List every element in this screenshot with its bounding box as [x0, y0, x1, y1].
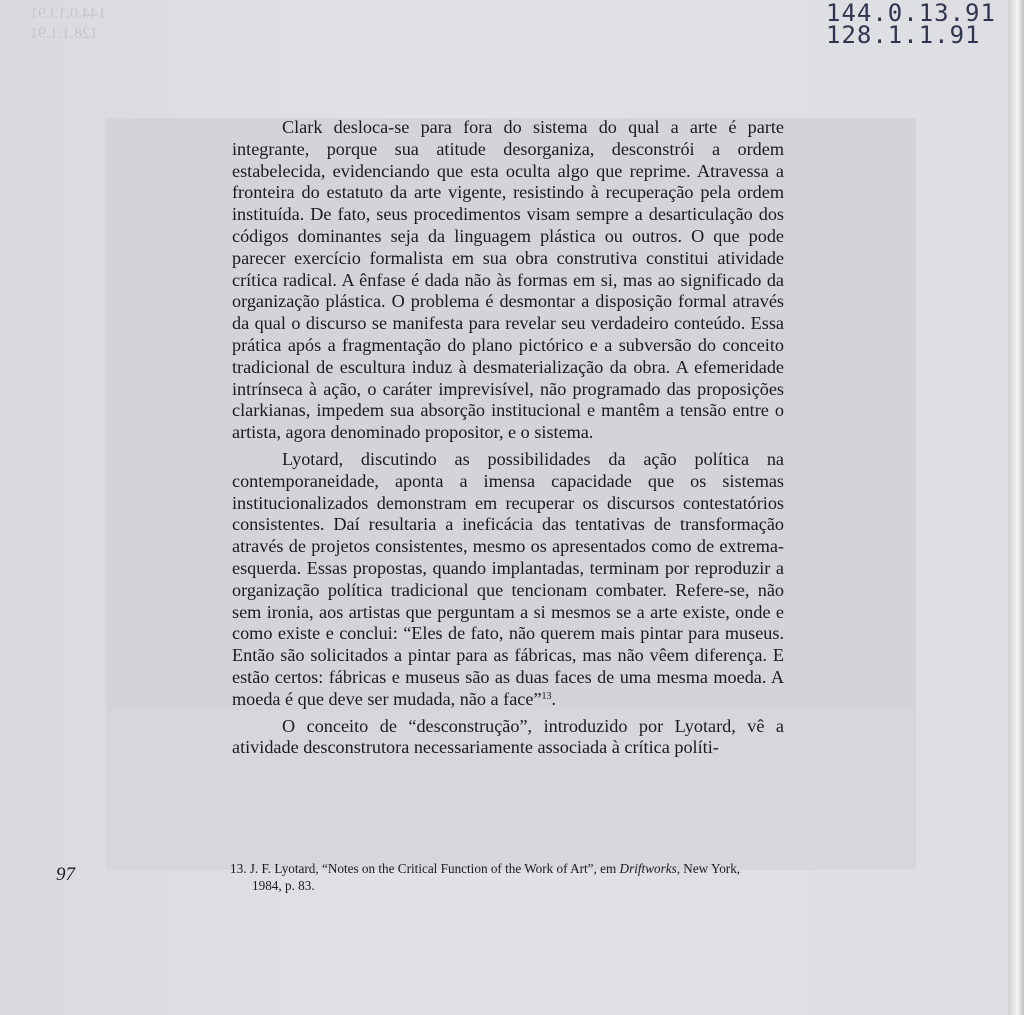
body-text — [232, 117, 784, 759]
handwritten-catalog-number — [826, 0, 996, 49]
paragraph-desconstrucao: O conceito de “desconstrução”, introduzido por Lyotard, vê a atividade desconstrutora necessariamente associada à crítica políti- — [232, 715, 784, 758]
paragraph-clark: Clark desloca-se para fora do sistema do qual a arte é parte integrante, porque sua atitude desorganiza, desconstrói a ordem estabelecida, evidenciando que esta oculta algo que reprime. Atravessa a fronteira do estatuto da arte vigente, resistindo à recuperação pela ordem instituída. De fato, seus procedimentos visam sempre a desarticulação dos códigos dominantes seja da linguagem plástica ou outros. O que pode parecer exercício formalista em sua obra construtiva constitui atividade crítica radical. A ênfase é dada não às formas em si, mas ao significado da organização plástica. O problema é desmontar a disposição formal através da qual o discurso se manifesta para revelar seu verdadeiro conteúdo. Essa prática após a fragmentação do plano pictórico e a subversão do conceito tradicional de escultura induz à desmaterialização da obra. A efemeridade intrínseca à ação, o caráter imprevisível, não programado das proposições clarkianas, impedem sua absorção institucional e mantêm a tensão entre o artista, agora denominado propositor, e o sistema. — [232, 117, 784, 443]
footnote-line-1: 13. J. F. Lyotard, “Notes on the Critical Function of the Work of Art”, em Driftworks, New York, — [230, 861, 741, 876]
footnote-reference: 13 — [541, 690, 552, 702]
page-number: 97 — [56, 864, 75, 885]
footnote — [230, 860, 782, 894]
footnote-citation-title: Driftworks — [619, 861, 677, 876]
catalog-number-line-1: 144.0.13.91 — [826, 0, 996, 27]
catalog-number-line-2: 128.1.1.91 — [826, 21, 981, 49]
footnote-line-2: 1984, p. 83. — [252, 878, 315, 893]
show-through-annotation: 144.0.13.91 128.1.1.91 — [30, 5, 106, 42]
paragraph-lyotard: Lyotard, discutindo as possibilidades da ação política na contemporaneidade, aponta a imensa capacidade que os sistemas institucionalizados demonstram em recuperar os discursos contestatórios consistentes. Daí resultaria a ineficácia das tentativas de transformação através de projetos consistentes, mesmo os apresentados como de extrema-esquerda. Essas propostas, quando implantadas, terminam por reproduzir a organização política tradicional que tencionam combater. Refere-se, não sem ironia, aos artistas que perguntam a si mesmos se a arte existe, onde e como existe e conclui: “Eles de fato, não querem mais pintar para museus. Então são solicitados a pintar para as fábricas, mas não vêem diferença. E estão certos: fábricas e museus são as duas faces de uma mesma moeda. A moeda é que deve ser mudada, não a face”$^{13}$. — [232, 448, 784, 709]
page-edge — [1008, 0, 1024, 1015]
